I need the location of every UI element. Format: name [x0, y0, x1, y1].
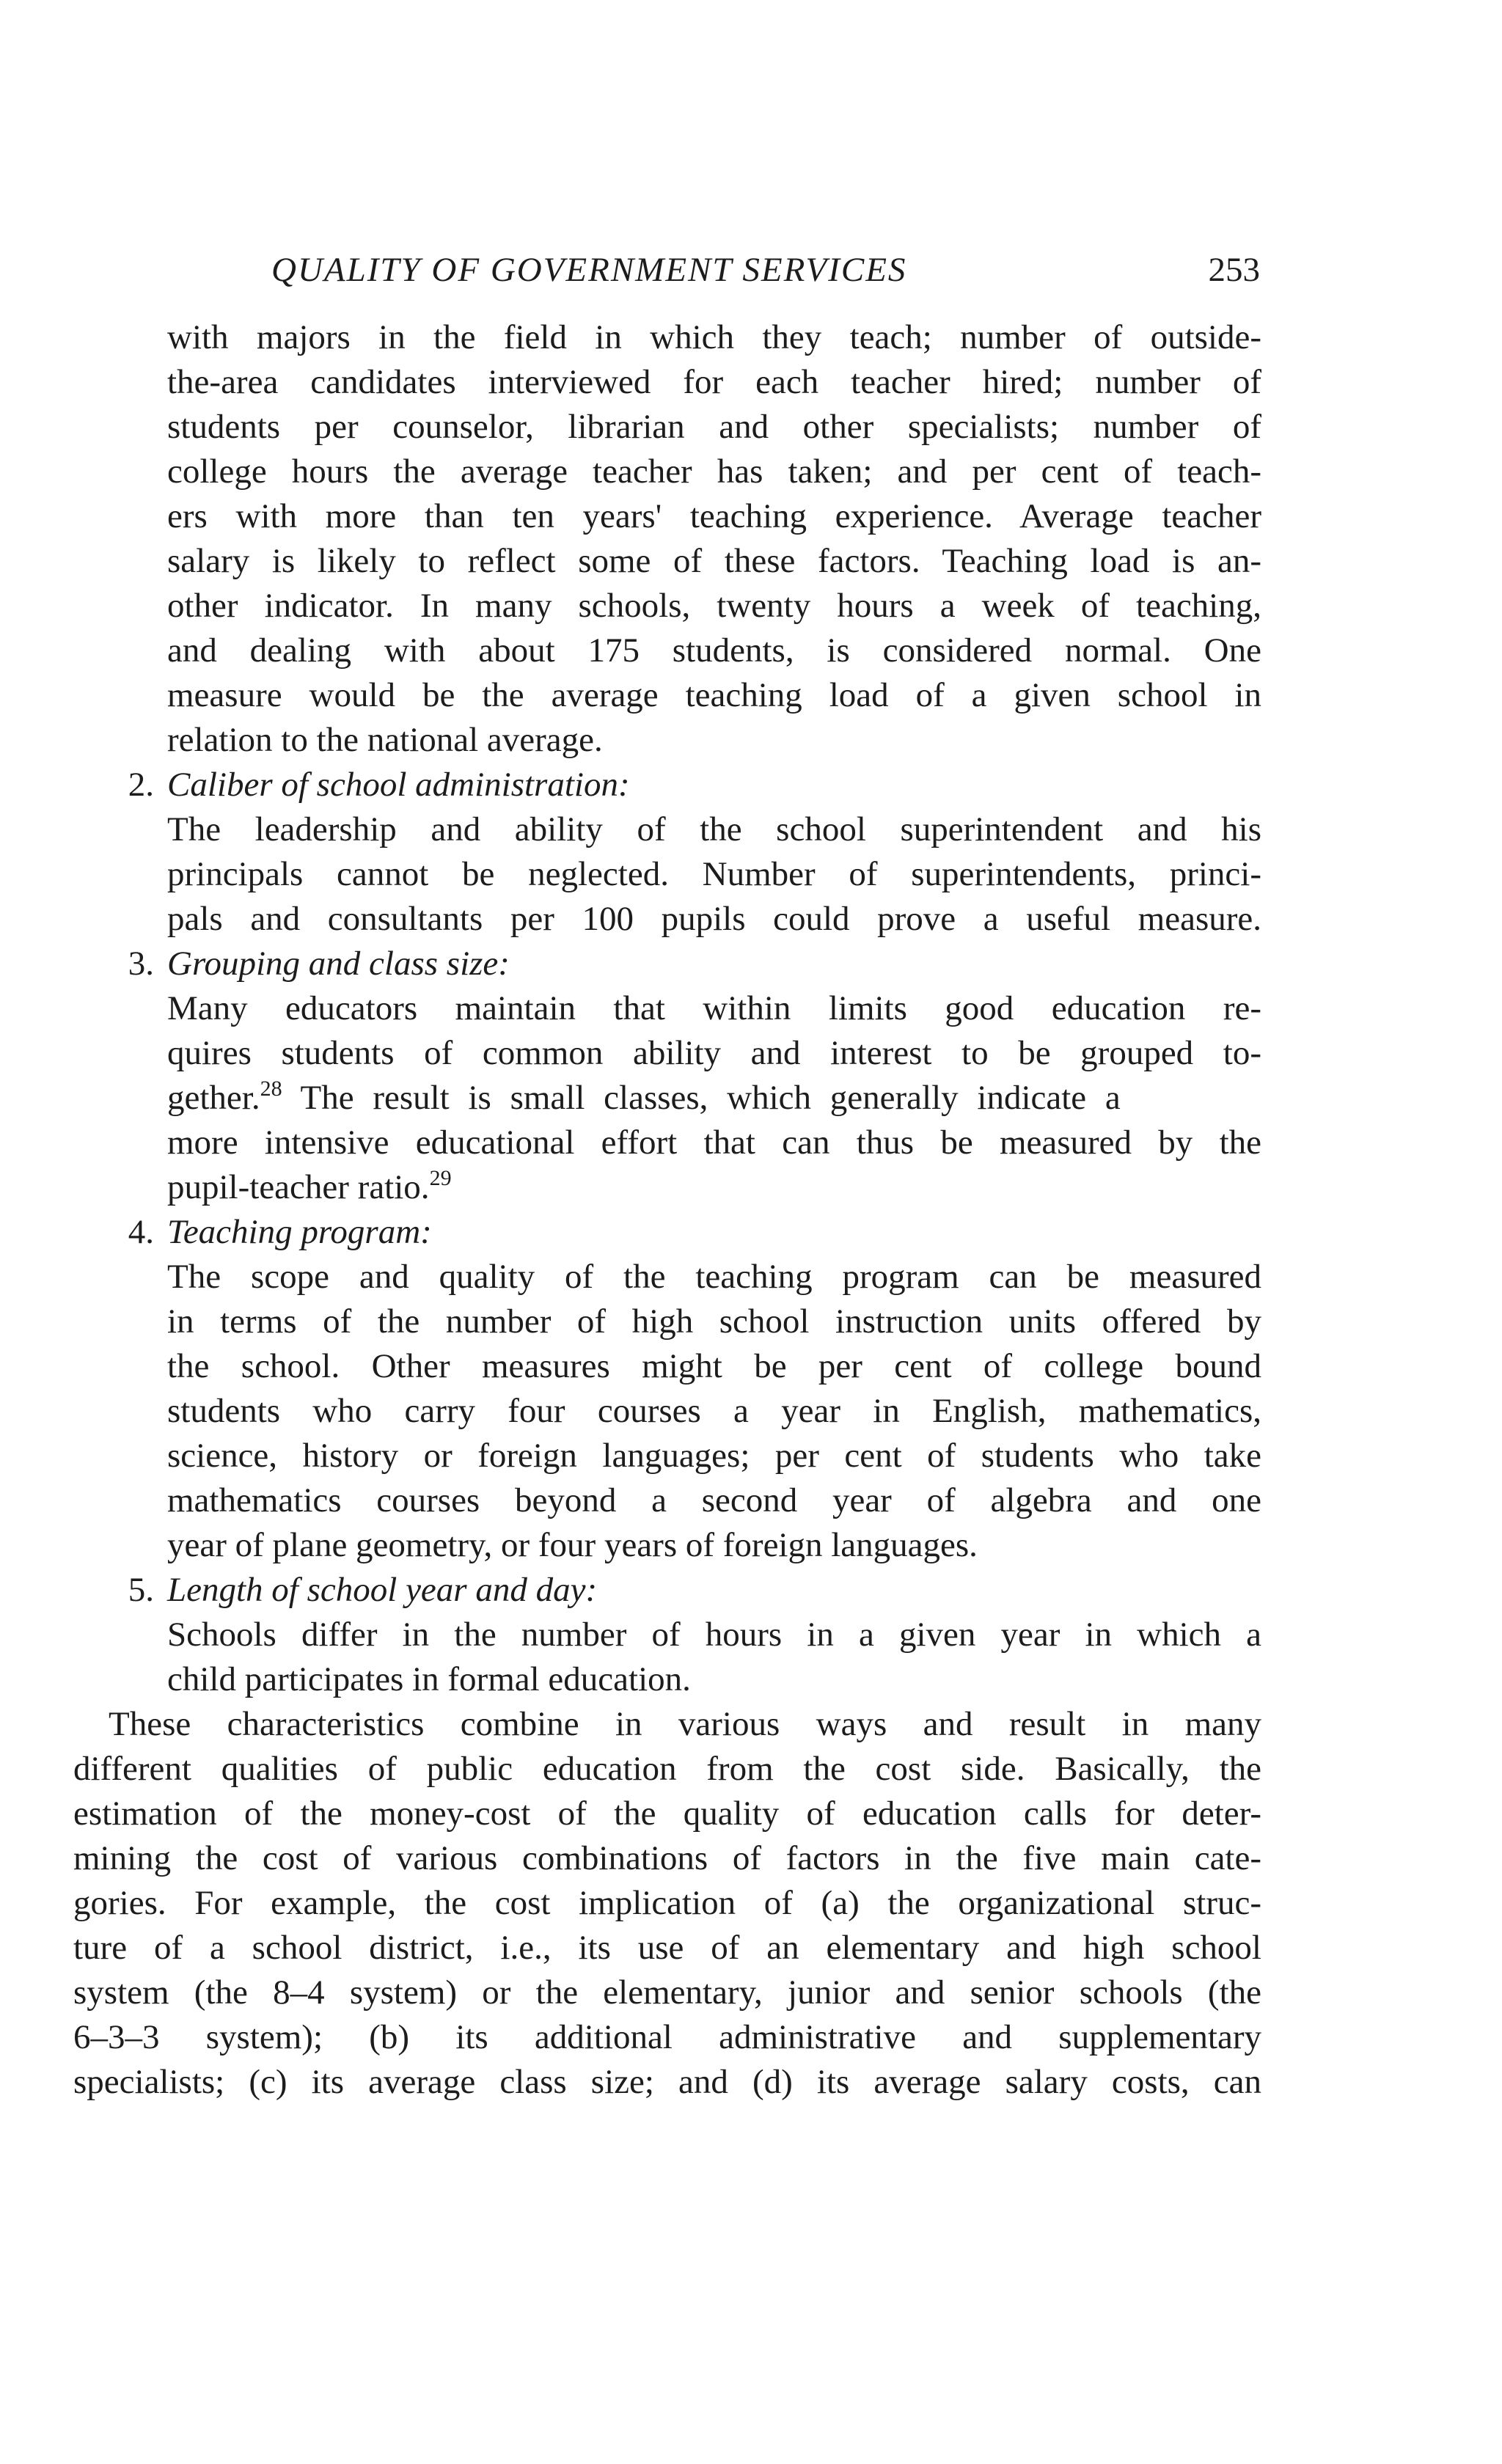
text-line: child participates in formal education. — [167, 1660, 691, 1698]
text-line: different qualities of public education from the cost side. Basically, the — [73, 1750, 1261, 1788]
item-heading: Length of school year and day: — [167, 1571, 598, 1609]
text-line: gories. For example, the cost implication of (a) the organizational struc- — [73, 1884, 1261, 1922]
text-line: system (the 8–4 system) or the elementary, junior and senior schools (the — [73, 1973, 1261, 2012]
page-number: 253 — [1208, 251, 1260, 289]
text-line: measure would be the average teaching load of a given school in — [167, 676, 1261, 714]
item-heading: Teaching program: — [167, 1213, 432, 1251]
text-line: the school. Other measures might be per cent of college bound — [167, 1347, 1261, 1385]
text-line: The scope and quality of the teaching program can be measured — [167, 1258, 1261, 1296]
text-line: mining the cost of various combinations of factors in the five main cate- — [73, 1839, 1261, 1877]
item-number: 3. — [128, 945, 154, 983]
text-line: science, history or foreign languages; per cent of students who take — [167, 1437, 1261, 1475]
text-line: The leadership and ability of the school superintendent and his — [167, 810, 1261, 848]
text-line: ture of a school district, i.e., its use of an elementary and high school — [73, 1929, 1261, 1967]
text-line: more intensive educational effort that can thus be measured by the — [167, 1123, 1261, 1162]
text-line: with majors in the field in which they teach; number of outside- — [167, 318, 1261, 356]
text-fragment: gether. — [167, 1079, 260, 1117]
text-line: principals cannot be neglected. Number of superintendents, princi- — [167, 855, 1261, 893]
text-fragment: The result is small classes, which generally indicate a — [282, 1079, 1121, 1117]
text-line: ers with more than ten years' teaching experience. Average teacher — [167, 497, 1261, 535]
text-line: specialists; (c) its average class size; and (d) its average salary costs, can — [73, 2063, 1261, 2101]
running-head: QUALITY OF GOVERNMENT SERVICES — [271, 251, 907, 289]
text-line: Many educators maintain that within limits good education re- — [167, 989, 1261, 1027]
text-line-with-footnote — [167, 1165, 452, 1209]
text-line: mathematics courses beyond a second year of algebra and one — [167, 1481, 1261, 1519]
text-line: salary is likely to reflect some of these factors. Teaching load is an- — [167, 542, 1261, 580]
item-number: 4. — [128, 1213, 154, 1251]
text-line: These characteristics combine in various ways and result in many — [109, 1705, 1261, 1743]
text-line: Schools differ in the number of hours in a given year in which a — [167, 1616, 1261, 1654]
text-line: relation to the national average. — [167, 721, 603, 759]
text-line: the-area candidates interviewed for each teacher hired; number of — [167, 363, 1261, 401]
item-number: 2. — [128, 766, 154, 804]
text-line: 6–3–3 system); (b) its additional administrative and supplementary — [73, 2018, 1261, 2056]
footnote-marker: 28 — [260, 1077, 282, 1101]
text-line: year of plane geometry, or four years of foreign languages. — [167, 1526, 978, 1564]
text-line: quires students of common ability and interest to be grouped to- — [167, 1034, 1261, 1072]
item-number: 5. — [128, 1571, 154, 1609]
text-line: in terms of the number of high school instruction units offered by — [167, 1302, 1261, 1341]
text-line: pals and consultants per 100 pupils could prove a useful measure. — [167, 900, 1261, 938]
text-line: other indicator. In many schools, twenty hours a week of teaching, — [167, 587, 1261, 625]
item-heading: Grouping and class size: — [167, 945, 510, 983]
text-line: students who carry four courses a year in English, mathematics, — [167, 1392, 1261, 1430]
item-heading: Caliber of school administration: — [167, 766, 630, 804]
footnote-marker: 29 — [429, 1166, 452, 1190]
text-line-with-footnote — [167, 1076, 1261, 1120]
text-line: estimation of the money-cost of the quality of education calls for deter- — [73, 1794, 1261, 1833]
text-fragment: pupil-teacher ratio. — [167, 1168, 430, 1206]
text-line: and dealing with about 175 students, is considered normal. One — [167, 631, 1261, 670]
text-line: students per counselor, librarian and other specialists; number of — [167, 408, 1261, 446]
text-line: college hours the average teacher has taken; and per cent of teach- — [167, 452, 1261, 491]
